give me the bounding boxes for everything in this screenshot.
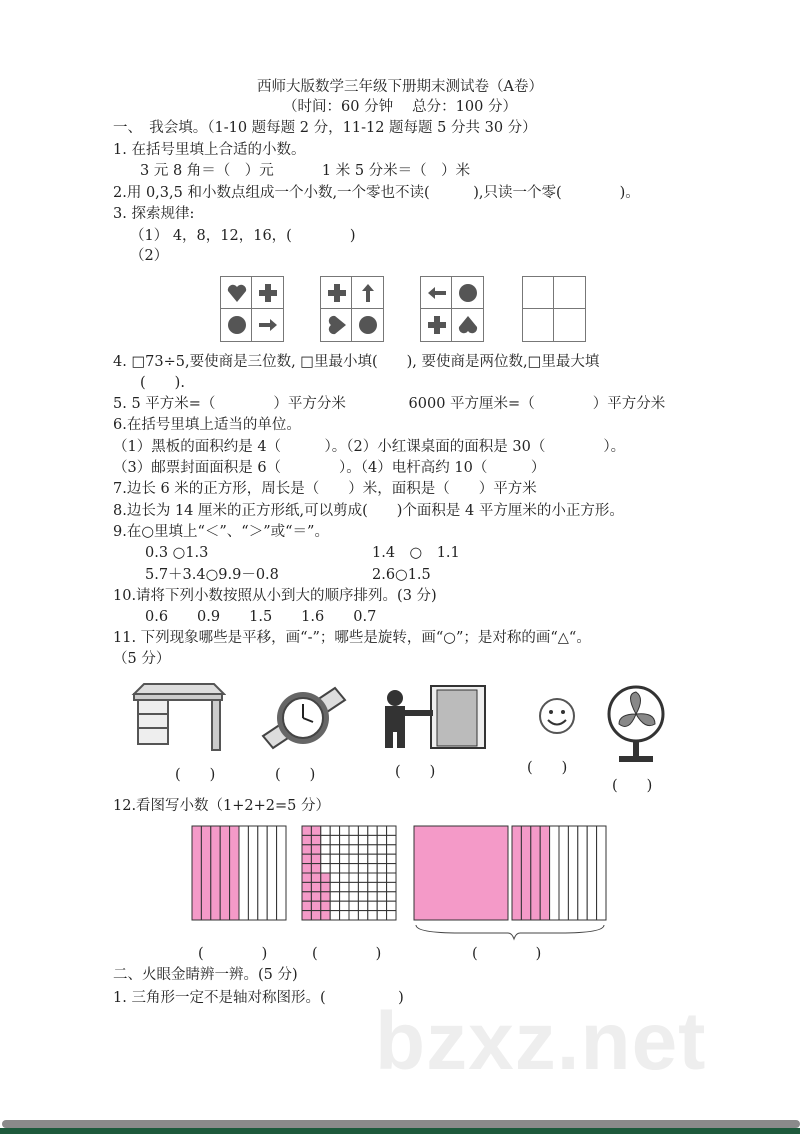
- empty-cell: [387, 864, 396, 873]
- question-4: 4. □73÷5,要使商是三位数, □里最小填( ), 要使商是两位数,□里最大填: [113, 354, 600, 370]
- filled-cell: [321, 911, 330, 920]
- filled-cell: [302, 826, 311, 835]
- empty-strip: [568, 826, 577, 920]
- watch-picture: [255, 678, 351, 758]
- filled-strip: [201, 826, 210, 920]
- empty-cell: [340, 901, 349, 910]
- question-11-score: （5 分）: [113, 651, 171, 667]
- filled-cell: [302, 864, 311, 873]
- empty-cell: [358, 882, 367, 891]
- compare-3: 5.7＋3.4○9.9－0.8: [145, 567, 279, 583]
- answer-blank-fig-3[interactable]: ( ): [472, 946, 542, 962]
- empty-cell: [368, 845, 377, 854]
- filled-cell: [321, 901, 330, 910]
- empty-cell: [340, 882, 349, 891]
- empty-cell: [349, 826, 358, 835]
- empty-cell: [368, 864, 377, 873]
- empty-cell: [377, 826, 386, 835]
- whole-square: [414, 826, 508, 920]
- filled-cell: [311, 901, 320, 910]
- empty-cell: [349, 911, 358, 920]
- empty-cell: [368, 826, 377, 835]
- empty-cell: [330, 835, 339, 844]
- empty-cell: [330, 882, 339, 891]
- cross-icon: [421, 309, 452, 341]
- question-10: 10.请将下列小数按照从小到大的顺序排列。(3 分): [113, 588, 437, 604]
- arrow-left-icon: [421, 277, 452, 309]
- cross-icon: [252, 277, 283, 309]
- empty-strip: [587, 826, 596, 920]
- heart-icon: [221, 277, 252, 309]
- empty-cell: [368, 873, 377, 882]
- empty-cell: [321, 826, 330, 835]
- empty-cell: [340, 826, 349, 835]
- empty-cell: [358, 864, 367, 873]
- question-10-numbers: 0.6 0.9 1.5 1.6 0.7: [145, 609, 377, 625]
- empty-cell: [358, 845, 367, 854]
- empty-cell: [330, 854, 339, 863]
- empty-cell: [368, 901, 377, 910]
- empty-cell: [340, 835, 349, 844]
- electric-fan-picture: [605, 684, 667, 766]
- filled-strip: [512, 826, 521, 920]
- empty-cell: [340, 845, 349, 854]
- answer-blank-window[interactable]: ( ): [395, 764, 436, 780]
- question-5: 5. 5 平方米=（ ）平方分米 6000 平方厘米=（ ）平方分米: [113, 396, 666, 412]
- filled-strip: [230, 826, 239, 920]
- empty-cell: [377, 882, 386, 891]
- empty-strip: [597, 826, 606, 920]
- empty-cell: [340, 854, 349, 863]
- empty-cell: [349, 854, 358, 863]
- answer-blank-smiley[interactable]: ( ): [527, 760, 568, 776]
- filled-strip: [540, 826, 549, 920]
- empty-cell: [387, 873, 396, 882]
- question-6-row-1: （1）黑板的面积约是 4（ ）。（2）小红课桌面的面积是 30（ ）。: [113, 439, 626, 455]
- exam-title: 西师大版数学三年级下册期末测试卷（A卷）: [257, 79, 543, 95]
- empty-strip: [267, 826, 276, 920]
- pattern-grid-1: [220, 276, 284, 342]
- filled-strip: [192, 826, 201, 920]
- exam-subtitle: （时间：60 分钟 总分：100 分）: [283, 99, 517, 115]
- empty-cell: [358, 901, 367, 910]
- empty-cell: [387, 882, 396, 891]
- filled-cell: [302, 901, 311, 910]
- filled-cell: [311, 892, 320, 901]
- empty-strip: [578, 826, 587, 920]
- filled-cell: [311, 911, 320, 920]
- question-1: 1. 在括号里填上合适的小数。: [113, 142, 306, 158]
- question-3: 3. 探索规律:: [113, 206, 195, 222]
- filled-strip: [521, 826, 530, 920]
- filled-strip: [211, 826, 220, 920]
- brace: [416, 925, 604, 939]
- empty-cell: [368, 854, 377, 863]
- empty-cell: [349, 873, 358, 882]
- empty-cell: [387, 835, 396, 844]
- empty-cell: [387, 901, 396, 910]
- arrow-up-icon: [352, 277, 383, 309]
- filled-cell: [311, 835, 320, 844]
- empty-cell: [349, 845, 358, 854]
- heart-icon: [452, 309, 483, 341]
- question-2: 2.用 0,3,5 和小数点组成一个小数,一个零也不读( ),只读一个零( )。: [113, 185, 640, 201]
- answer-blank-desk[interactable]: ( ): [175, 767, 216, 783]
- empty-cell: [340, 911, 349, 920]
- empty-strip: [258, 826, 267, 920]
- filled-cell: [302, 911, 311, 920]
- compare-4: 2.6○1.5: [372, 567, 431, 583]
- arrow-right-icon: [252, 309, 283, 341]
- answer-blank-fig-2[interactable]: ( ): [312, 946, 382, 962]
- empty-cell: [330, 873, 339, 882]
- filled-cell: [311, 882, 320, 891]
- filled-cell: [302, 854, 311, 863]
- filled-strip: [531, 826, 540, 920]
- empty-cell: [349, 864, 358, 873]
- empty-strip: [277, 826, 286, 920]
- empty-cell: [387, 826, 396, 835]
- filled-cell: [302, 882, 311, 891]
- filled-cell: [311, 854, 320, 863]
- filled-strip: [220, 826, 229, 920]
- empty-cell: [330, 892, 339, 901]
- empty-cell: [377, 864, 386, 873]
- question-7: 7.边长 6 米的正方形，周长是（ ）米，面积是（ ）平方米: [113, 481, 537, 497]
- empty-cell: [340, 892, 349, 901]
- desk-picture: [130, 682, 226, 754]
- empty-cell: [340, 864, 349, 873]
- filled-cell: [302, 873, 311, 882]
- answer-blank-fan[interactable]: ( ): [612, 778, 653, 794]
- empty-cell: [330, 864, 339, 873]
- empty-cell: [358, 835, 367, 844]
- empty-cell: [358, 873, 367, 882]
- pattern-grid-3: [420, 276, 484, 342]
- empty-cell: [349, 901, 358, 910]
- section-2-heading: 二、火眼金睛辨一辨。(5 分): [113, 967, 298, 983]
- empty-cell: [330, 901, 339, 910]
- filled-cell: [311, 873, 320, 882]
- empty-cell: [349, 882, 358, 891]
- filled-cell: [321, 892, 330, 901]
- question-6: 6.在括号里填上适当的单位。: [113, 417, 301, 433]
- empty-strip: [550, 826, 559, 920]
- empty-cell: [377, 835, 386, 844]
- compare-2: 1.4 ○ 1.1: [372, 545, 460, 561]
- filled-cell: [311, 845, 320, 854]
- empty-cell: [330, 826, 339, 835]
- question-4-cont: ( ).: [140, 375, 185, 391]
- empty-strip: [559, 826, 568, 920]
- horizontal-scrollbar[interactable]: [2, 1120, 800, 1128]
- empty-cell: [377, 854, 386, 863]
- empty-cell: [358, 826, 367, 835]
- question-8: 8.边长为 14 厘米的正方形纸,可以剪成( )个面积是 4 平方厘米的小正方形。: [113, 503, 624, 519]
- question-12: 12.看图写小数（1+2+2=5 分）: [113, 798, 331, 814]
- filled-cell: [302, 835, 311, 844]
- empty-cell: [368, 892, 377, 901]
- empty-cell: [368, 911, 377, 920]
- empty-cell: [349, 835, 358, 844]
- circle-icon: [452, 277, 483, 309]
- empty-cell: [321, 845, 330, 854]
- cross-icon: [321, 277, 352, 309]
- section-2-question-1: 1. 三角形一定不是轴对称图形。( ): [113, 990, 404, 1006]
- decimal-figures: [190, 825, 610, 943]
- empty-strip: [248, 826, 257, 920]
- smiley-face-picture: [535, 696, 579, 736]
- question-3-part-2: （2）: [130, 248, 169, 264]
- empty-cell: [330, 911, 339, 920]
- empty-cell: [340, 873, 349, 882]
- empty-cell: [349, 892, 358, 901]
- filled-cell: [302, 892, 311, 901]
- filled-cell: [321, 882, 330, 891]
- empty-cell: [377, 892, 386, 901]
- desktop-background-strip: [0, 1128, 800, 1134]
- empty-cell: [377, 901, 386, 910]
- empty-cell: [368, 835, 377, 844]
- circle-icon: [221, 309, 252, 341]
- empty-cell: [358, 854, 367, 863]
- empty-cell: [387, 911, 396, 920]
- filled-cell: [311, 826, 320, 835]
- circle-icon: [352, 309, 383, 341]
- empty-strip: [239, 826, 248, 920]
- heart-icon: [321, 309, 352, 341]
- man-pushing-window-picture: [375, 684, 487, 750]
- compare-1: 0.3 ○1.3: [145, 545, 209, 561]
- empty-cell: [321, 864, 330, 873]
- empty-cell: [387, 854, 396, 863]
- empty-cell: [377, 845, 386, 854]
- filled-cell: [321, 873, 330, 882]
- empty-cell: [321, 835, 330, 844]
- empty-cell: [377, 911, 386, 920]
- question-3-part-1: （1） 4，8，12，16，( ): [130, 228, 356, 244]
- question-9: 9.在○里填上“＜”、“＞”或“＝”。: [113, 524, 329, 540]
- empty-cell: [330, 845, 339, 854]
- pattern-grid-2: [320, 276, 384, 342]
- question-6-row-2: （3）邮票封面面积是 6（ ）。（4）电杆高约 10（ ）: [113, 460, 546, 476]
- section-1-heading: 一、 我会填。（1-10 题每题 2 分，11-12 题每题 5 分共 30 分）: [113, 120, 537, 136]
- empty-cell: [321, 854, 330, 863]
- filled-cell: [302, 845, 311, 854]
- pattern-grid-answer: [522, 276, 586, 342]
- watermark: bzxz.net: [375, 996, 707, 1087]
- question-11: 11. 下列现象哪些是平移，画“-”；哪些是旋转，画“○”；是对称的画“△“。: [113, 630, 591, 646]
- question-1-items: 3 元 8 角＝（ ）元 1 米 5 分米＝（ ）米: [140, 163, 471, 179]
- empty-cell: [377, 873, 386, 882]
- answer-blank-fig-1[interactable]: ( ): [198, 946, 268, 962]
- empty-cell: [358, 911, 367, 920]
- empty-cell: [387, 892, 396, 901]
- empty-cell: [387, 845, 396, 854]
- answer-blank-watch[interactable]: ( ): [275, 767, 316, 783]
- empty-cell: [358, 892, 367, 901]
- empty-cell: [368, 882, 377, 891]
- filled-cell: [311, 864, 320, 873]
